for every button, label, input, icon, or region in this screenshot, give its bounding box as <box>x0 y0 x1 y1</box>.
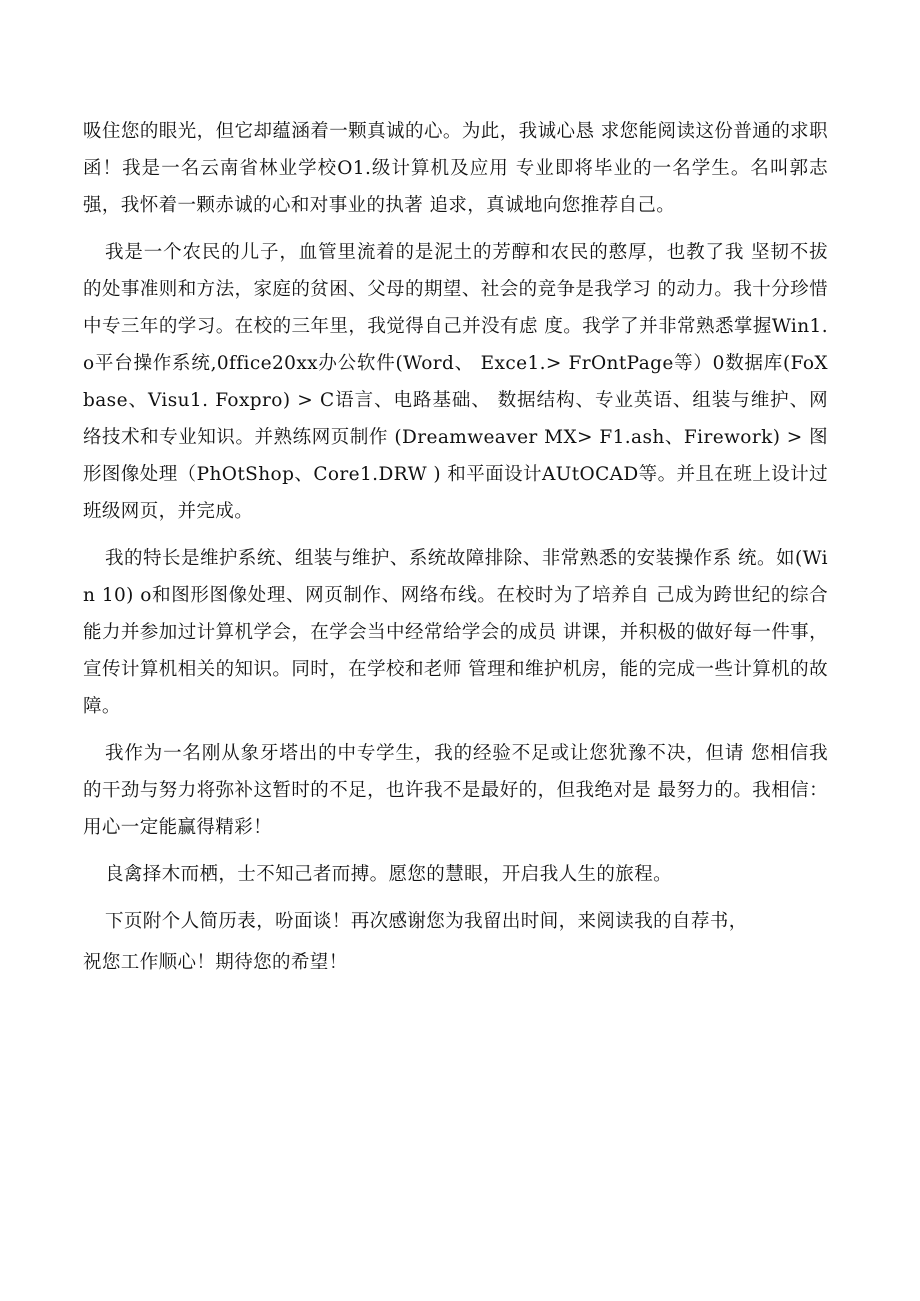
paragraph-proverb: 良禽择木而栖，士不知己者而搏。愿您的慧眼，开启我人生的旅程。 <box>105 864 673 885</box>
paragraph-closing: 下页附个人简历表，吩面谈！再次感谢您为我留出时间，来阅读我的自荐书， <box>105 911 748 932</box>
paragraph-skills: 我的特长是维护系统、组装与维护、系统故障排除、非常熟悉的安装操作系 统。如(Win 10) o和图形图像处理、网页制作、网络布线。在校时为了培养自 己成为跨世纪的综合能力并参加过计算机学会，在学会当中经常给学会的成员 讲课，并积极的做好每一件事，宣传计算机相关的知识。同时，在学校和老师 管理和维护机房，能的完成一些计算机的故障。 <box>83 548 828 717</box>
letter-body <box>83 113 828 981</box>
paragraph-background: 我是一个农民的儿子，血管里流着的是泥土的芳醇和农民的憨厚，也教了我 坚韧不拔的处事准则和方法，家庭的贫困、父母的期望、社会的竞争是我学习 的动力。我十分珍惜中专三年的学习。在校的三年里，我觉得自己并没有虑 度。我学了并非常熟悉掌握Win1.o平台操作系统,0ffice20xx办公软件(Word、 Exce1.> FrOntPage等）0数据库(FoXbase、Visu1. Foxpro) > C语言、电路基础、 数据结构、专业英语、组装与维护、网络技术和专业知识。并熟练网页制作 (Dreamweaver MX> F1.ash、Firework) > 图形图像处理（PhOtShop、Core1.DRW ) 和平面设计AUtOCAD等。并且在班上设计过班级网页，并完成。 <box>83 242 828 522</box>
paragraph-wishes: 祝您工作顺心！期待您的希望！ <box>83 952 348 973</box>
paragraph-intro: 吸住您的眼光，但它却蕴涵着一颗真诚的心。为此，我诚心恳 求您能阅读这份普通的求职函！我是一名云南省林业学校O1.级计算机及应用 专业即将毕业的一名学生。名叫郭志强，我怀着一颗赤诚的心和对事业的执著 追求，真诚地向您推荐自己。 <box>83 121 828 216</box>
paragraph-commitment: 我作为一名刚从象牙塔出的中专学生，我的经验不足或让您犹豫不决，但请 您相信我的干劲与努力将弥补这暂时的不足，也许我不是最好的，但我绝对是 最努力的。我相信：用心一定能赢得精彩！ <box>83 743 828 838</box>
